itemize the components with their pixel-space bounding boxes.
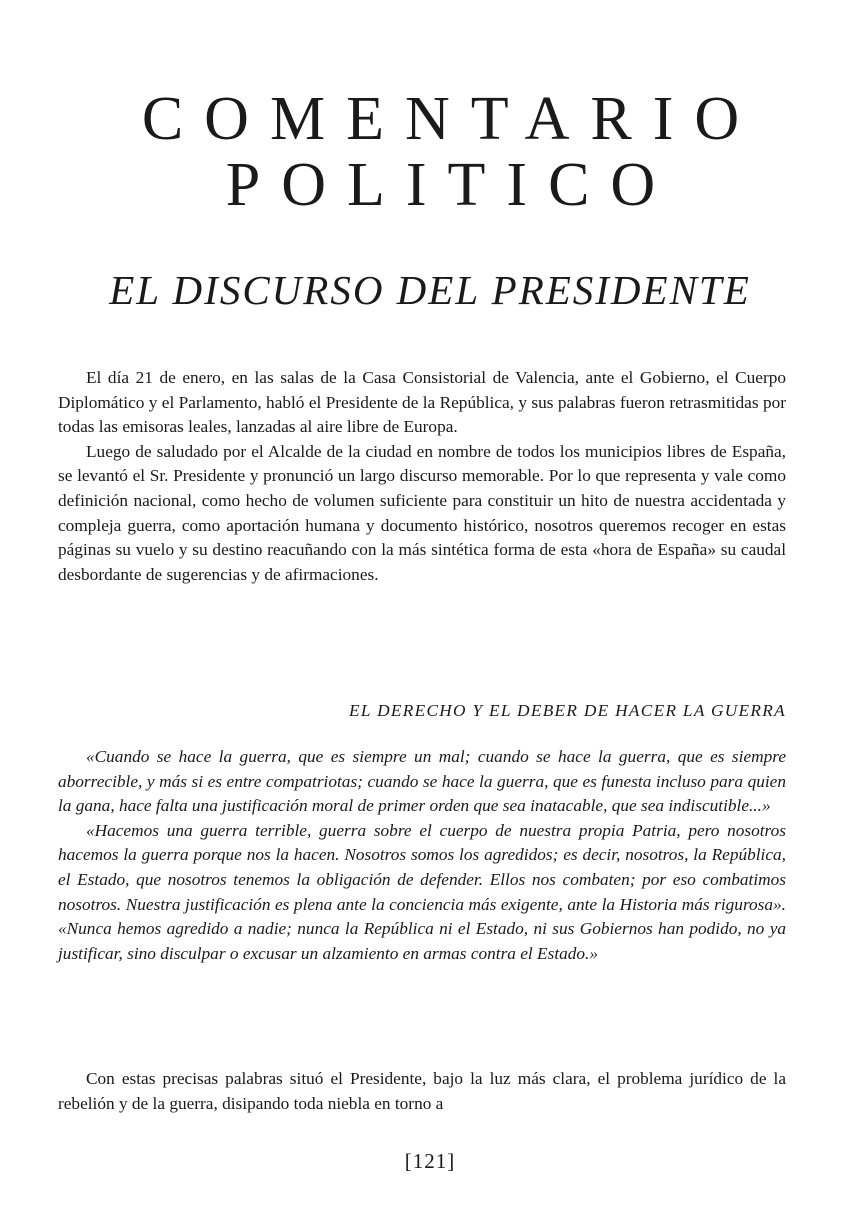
article-subtitle: EL DISCURSO DEL PRESIDENTE bbox=[109, 267, 751, 313]
section-heading: EL DERECHO Y EL DEBER DE HACER LA GUERRA bbox=[349, 701, 786, 720]
title-line-2: POLITICO bbox=[225, 151, 677, 219]
quote-paragraph-1: «Cuando se hace la guerra, que es siempre un mal; cuando se hace la guerra, que es siempre aborrecible, y más si es entre compatriotas; cuando se hace la guerra, que es funesta incluso para quien la gana, hace falta una justificación moral de primer orden que sea inatacable, que sea indiscutible...» bbox=[58, 747, 786, 816]
closing-paragraph: Con estas precisas palabras situó el Presidente, bajo la luz más clara, el problema jurídico de la rebelión y de la guerra, disipando toda niebla en torno a bbox=[58, 1069, 786, 1113]
intro-paragraph-2: Luego de saludado por el Alcalde de la ciudad en nombre de todos los municipios libres de España, se levantó el Sr. Presidente y pronunció un largo discurso memorable. Por lo que representa y vale como definición nacional, como hecho de volumen suficiente para constituir un hito de nuestra accidentada y compleja guerra, como aportación humana y documento histórico, nosotros queremos recoger en estas páginas su vuelo y su destino reacuñando con la más sintética forma de esta «hora de España» su caudal desbordante de sugerencias y de afirmaciones. bbox=[58, 441, 786, 584]
quote-section bbox=[58, 745, 786, 966]
page-number: [121] bbox=[404, 1149, 456, 1173]
intro-section bbox=[58, 366, 786, 587]
quote-paragraph-2: «Hacemos una guerra terrible, guerra sobre el cuerpo de nuestra propia Patria, pero nosotros hacemos la guerra porque nos la hacen. Nosotros somos los agredidos; es decir, nosotros, la República, el Estado, que nosotros tenemos la obligación de defender. Ellos nos combaten; por eso combatimos nosotros. Nuestra justificación es plena ante la conciencia más exigente, ante la Historia más rigurosa». «Nunca hemos agredido a nadie; nunca la República ni el Estado, ni sus Gobiernos han podido, no ya justificar, sino disculpar o excusar un alzamiento en armas contra el Estado.» bbox=[58, 820, 786, 963]
closing-section bbox=[58, 1067, 786, 1116]
title-line-1: COMENTARIO bbox=[141, 85, 761, 153]
intro-paragraph-1: El día 21 de enero, en las salas de la Casa Consistorial de Valencia, ante el Gobierno, el Cuerpo Diplomático y el Parlamento, habló el Presidente de la República, y sus palabras fueron retrasmitidas por todas las emisoras leales, lanzadas al aire libre de Europa. bbox=[58, 368, 786, 437]
